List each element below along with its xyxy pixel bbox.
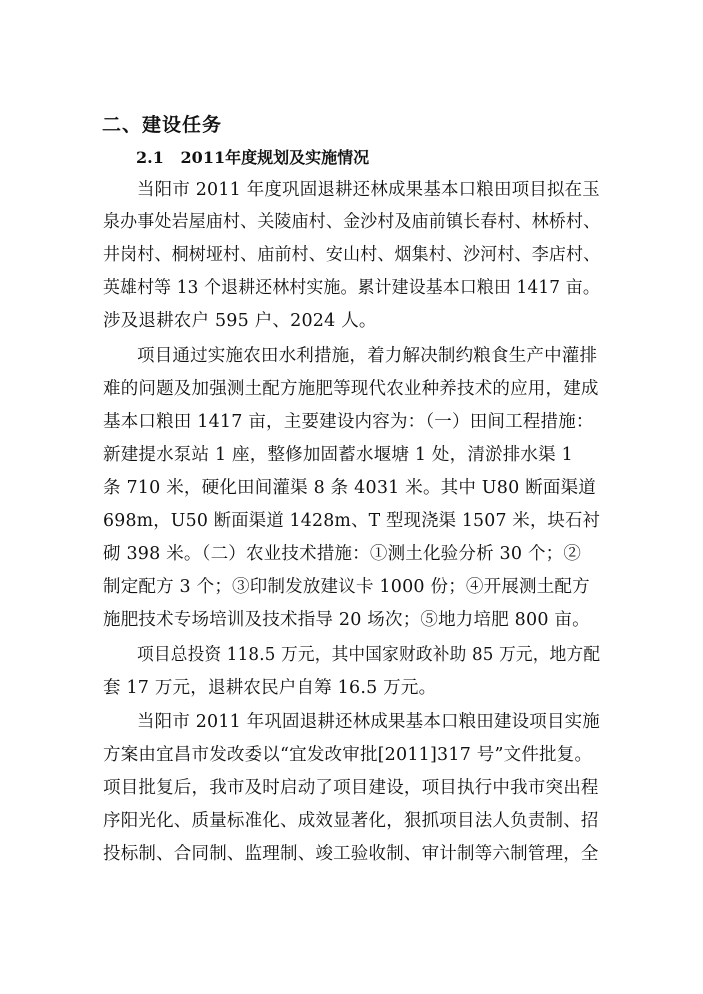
paragraph-4-line-5: 投标制、合同制、监理制、竣工验收制、审计制等六制管理，全 bbox=[103, 844, 599, 864]
paragraph-1-line-2: 泉办事处岩屋庙村、关陵庙村、金沙村及庙前镇长春村、林桥村、 bbox=[103, 212, 601, 232]
paragraph-2-line-5: 条 710 米，硬化田间灌渠 8 条 4031 米。其中 U80 断面渠道 bbox=[103, 478, 596, 498]
paragraph-2-line-1: 项目通过实施农田水利措施，着力解决制约粮食生产中灌排 bbox=[137, 346, 598, 366]
paragraph-2-line-6: 698m，U50 断面渠道 1428m、T 型现浇渠 1507 米，块石衬 bbox=[103, 511, 601, 531]
paragraph-4-line-4: 序阳光化、质量标准化、成效显著化，狠抓项目法人负责制、招 bbox=[103, 811, 599, 831]
paragraph-2-line-2: 难的问题及加强测土配方施肥等现代农业种养技术的应用，建成 bbox=[103, 379, 599, 399]
paragraph-4-line-1: 当阳市 2011 年巩固退耕还林成果基本口粮田建设项目实施 bbox=[137, 712, 600, 732]
paragraph-1-line-1: 当阳市 2011 年度巩固退耕还林成果基本口粮田项目拟在玉 bbox=[137, 180, 600, 200]
paragraph-1-line-3: 井岗村、桐树垭村、庙前村、安山村、烟集村、沙河村、李店村、 bbox=[103, 245, 601, 265]
paragraph-4-line-2: 方案由宜昌市发改委以“宜发改审批[2011]317 号”文件批复。 bbox=[103, 745, 593, 765]
paragraph-1-line-5: 涉及退耕农户 595 户、2024 人。 bbox=[103, 311, 377, 331]
paragraph-2-line-3: 基本口粮田 1417 亩，主要建设内容为：（一）田间工程措施： bbox=[103, 412, 594, 432]
paragraph-2-line-8: 制定配方 3 个；③印制发放建议卡 1000 份；④开展测土配方 bbox=[103, 577, 590, 597]
paragraph-2-line-4: 新建提水泵站 1 座，整修加固蓄水堰塘 1 处，清淤排水渠 1 bbox=[103, 445, 573, 465]
paragraph-2-line-7: 砌 398 米。（二）农业技术措施：①测土化验分析 30 个；② bbox=[103, 544, 582, 564]
paragraph-1-line-4: 英雄村等 13 个退耕还林村实施。累计建设基本口粮田 1417 亩。 bbox=[103, 278, 600, 298]
subsection-heading: 2.1 2011年度规划及实施情况 bbox=[136, 148, 370, 167]
paragraph-2-line-9: 施肥技术专场培训及技术指导 20 场次；⑤地力培肥 800 亩。 bbox=[103, 610, 590, 630]
paragraph-4-line-3: 项目批复后，我市及时启动了项目建设，项目执行中我市突出程 bbox=[103, 778, 599, 798]
section-heading: 二、建设任务 bbox=[102, 114, 223, 136]
paragraph-3-line-2: 套 17 万元，退耕农民户自筹 16.5 万元。 bbox=[103, 678, 437, 698]
paragraph-3-line-1: 项目总投资 118.5 万元，其中国家财政补助 85 万元，地方配 bbox=[137, 645, 601, 665]
